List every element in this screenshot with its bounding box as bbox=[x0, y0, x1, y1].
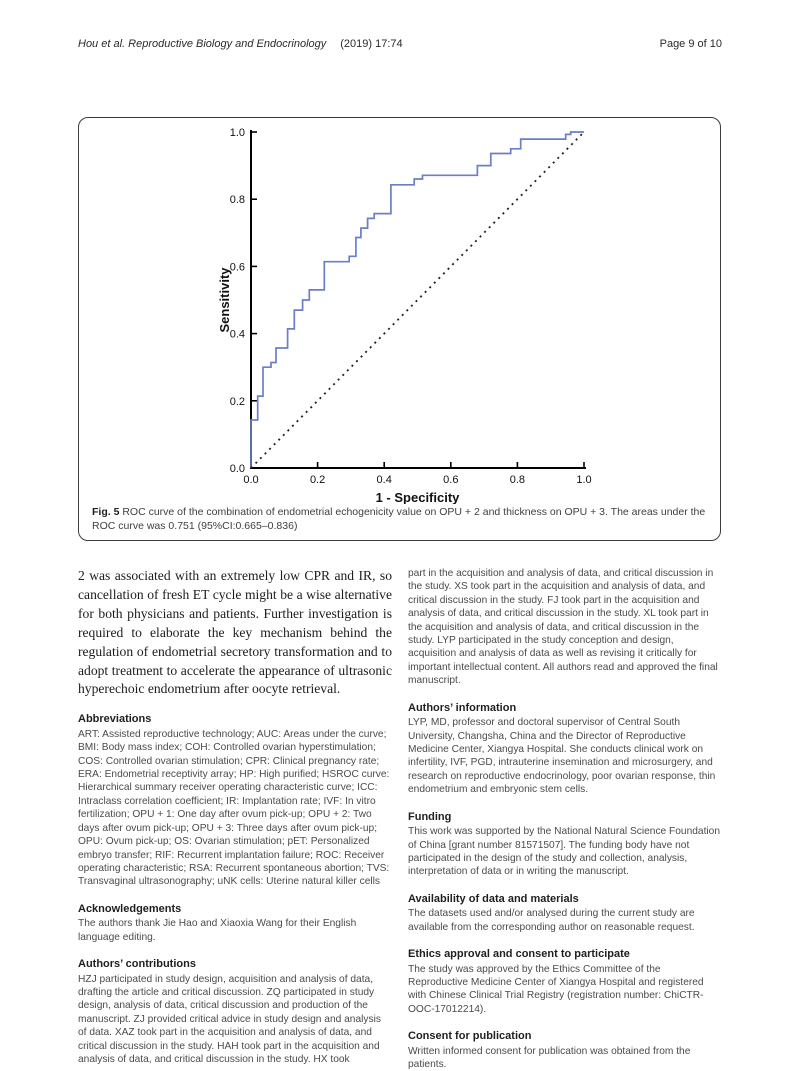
section-acknowledgements bbox=[78, 903, 392, 944]
section-consent-publication bbox=[408, 1030, 722, 1071]
section-text: Written informed consent for publication was obtained from the patients. bbox=[408, 1045, 691, 1071]
section-authors-information bbox=[408, 702, 722, 797]
section-heading: Abbreviations bbox=[78, 713, 152, 726]
x-tick-label: 0.8 bbox=[509, 474, 526, 486]
x-tick-label: 0.6 bbox=[443, 474, 459, 486]
page-indicator: Page 9 of 10 bbox=[659, 38, 722, 50]
discussion-paragraph: 2 was associated with an extremely low CPR and IR, so cancellation of fresh ET cycle might be a wise alternative for both physicians and patients. Further investigation is required to elaborate the key mechanism behind the regulation of endometrial secretory transformation and to adopt treatment to accelerate the appearance of ultrasonic hyperechoic endometrium after oocyte retrieval. bbox=[78, 568, 392, 697]
section-availability bbox=[408, 893, 722, 934]
contributions-continuation: part in the acquisition and analysis of data, and critical discussion in the study. XS took part in the acquisition and analysis of data, and critical discussion in the study. FJ took part in the acquisition and analysis of data, and critical discussion in the study. XL took part in the acquisition and analysis of data, and critical discussion in the study. LYP participated in the study conception and design, acquisition and analysis of data as well as revising it critically for important intellectual content. All authors read and approved the final manuscript. bbox=[408, 568, 718, 687]
section-heading: Availability of data and materials bbox=[408, 892, 579, 905]
section-authors-contributions bbox=[78, 958, 392, 1066]
authors-journal: Hou et al. Reproductive Biology and Endocrinology bbox=[78, 38, 327, 50]
roc-chart bbox=[79, 118, 719, 504]
section-text: HZJ participated in study design, acquisition and analysis of data, drafting the article and critical discussion. ZQ participated in study design, analysis of data, critical discussion and production of the manuscript. ZJ provided critical advice in study design and analysis of data. XAZ took part in the acquisition and analysis of data, and critical discussion in the study. HAH took part in the acquisition and analysis of data, and critical discussion in the study. HX took bbox=[78, 973, 381, 1065]
running-head bbox=[78, 38, 403, 50]
citation: (2019) 17:74 bbox=[340, 38, 403, 50]
x-tick-label: 1.0 bbox=[576, 474, 592, 486]
x-tick-label: 0.4 bbox=[376, 474, 392, 486]
figure-caption-text: ROC curve of the combination of endometrial echogenicity value on OPU + 2 and thickness on OPU + 3. The areas under the ROC curve was 0.751 (95%CI:0.665–0.836) bbox=[92, 506, 706, 532]
y-tick-label: 0.4 bbox=[229, 328, 245, 341]
section-heading: Authors’ information bbox=[408, 701, 517, 714]
section-heading: Acknowledgements bbox=[78, 902, 182, 915]
y-tick-label: 1.0 bbox=[229, 127, 245, 139]
x-tick-label: 0.0 bbox=[243, 474, 259, 486]
section-heading: Ethics approval and consent to participate bbox=[408, 948, 630, 961]
y-tick-label: 0.8 bbox=[229, 194, 245, 207]
figure-caption-label: Fig. 5 bbox=[92, 506, 120, 518]
section-text: ART: Assisted reproductive technology; AUC: Areas under the curve; BMI: Body mass index; COH: Controlled ovarian hyperstimulation; COS: Controlled ovarian stimulation; CPR: Clinical pregnancy rate; ERA: Endometrial receptivity array; HP: High purified; HSROC curve: Hierarchical summary receiver operating characteristic curve; ICC: Intraclass correlation coefficient; IR: Implantation rate; IVF: In vitro fertilization; OPU + 1: One day after ovum pick-up; OPU + 2: Two days after ovum pick-up; OPU + 3: Three days after ovum pick-up; OPU: Ovum pick-up; OS: Ovarian stimulation; pET: Personalized embryo transfer; RIF: Recurrent implantation failure; ROC: Receiver operating characteristic; RSA: Recurrent spontaneous abortion; TVS: Transvaginal ultrasonography; uNK cells: Uterine natural killer cells bbox=[78, 728, 390, 888]
y-tick-label: 0.2 bbox=[229, 395, 245, 408]
section-text: LYP, MD, professor and doctoral supervisor of Central South University, Changsha, China and the Director of Reproductive Medicine Center, Xiangya Hospital. She conducts clinical work on infertility, IVF, PGD, intrauterine insemination and microsurgery, and research on reproductive endocrinology, poor ovarian response, thin endometrium and embryonic stem cells. bbox=[408, 717, 716, 796]
y-tick-label: 0.0 bbox=[229, 463, 245, 475]
figure-box bbox=[78, 117, 721, 541]
section-ethics-approval bbox=[408, 948, 722, 1016]
x-tick-label: 0.2 bbox=[309, 474, 326, 486]
figure-caption bbox=[92, 506, 707, 533]
right-column bbox=[408, 567, 722, 1071]
section-abbreviations bbox=[78, 713, 392, 888]
roc-curve-line bbox=[251, 132, 584, 468]
page-header bbox=[78, 38, 722, 50]
section-text: The datasets used and/or analysed during the current study are available from the corresponding author on reasonable request. bbox=[408, 908, 695, 933]
x-axis-title: 1 - Specificity bbox=[375, 490, 460, 504]
section-heading: Authors’ contributions bbox=[78, 958, 196, 971]
y-axis-title: Sensitivity bbox=[217, 267, 232, 333]
section-heading: Funding bbox=[408, 810, 452, 823]
section-funding bbox=[408, 811, 722, 879]
section-text: The authors thank Jie Hao and Xiaoxia Wang for their English language editing. bbox=[78, 918, 357, 943]
section-text: The study was approved by the Ethics Committee of the Reproductive Medicine Center of Xiangya Hospital and registered with Chinese Clinical Trial Registry (registration number: ChiCTR-OOC-17012214). bbox=[408, 963, 704, 1015]
left-column bbox=[78, 567, 392, 1066]
reference-diagonal-line bbox=[251, 132, 584, 468]
section-heading: Consent for publication bbox=[408, 1030, 532, 1043]
y-tick-label: 0.6 bbox=[229, 261, 245, 274]
section-text: This work was supported by the National Natural Science Foundation of China [grant number 81571507]. The funding body have not participated in the design of the study and collection, analysis, interpretation of data or in writing the manuscript. bbox=[408, 826, 721, 878]
